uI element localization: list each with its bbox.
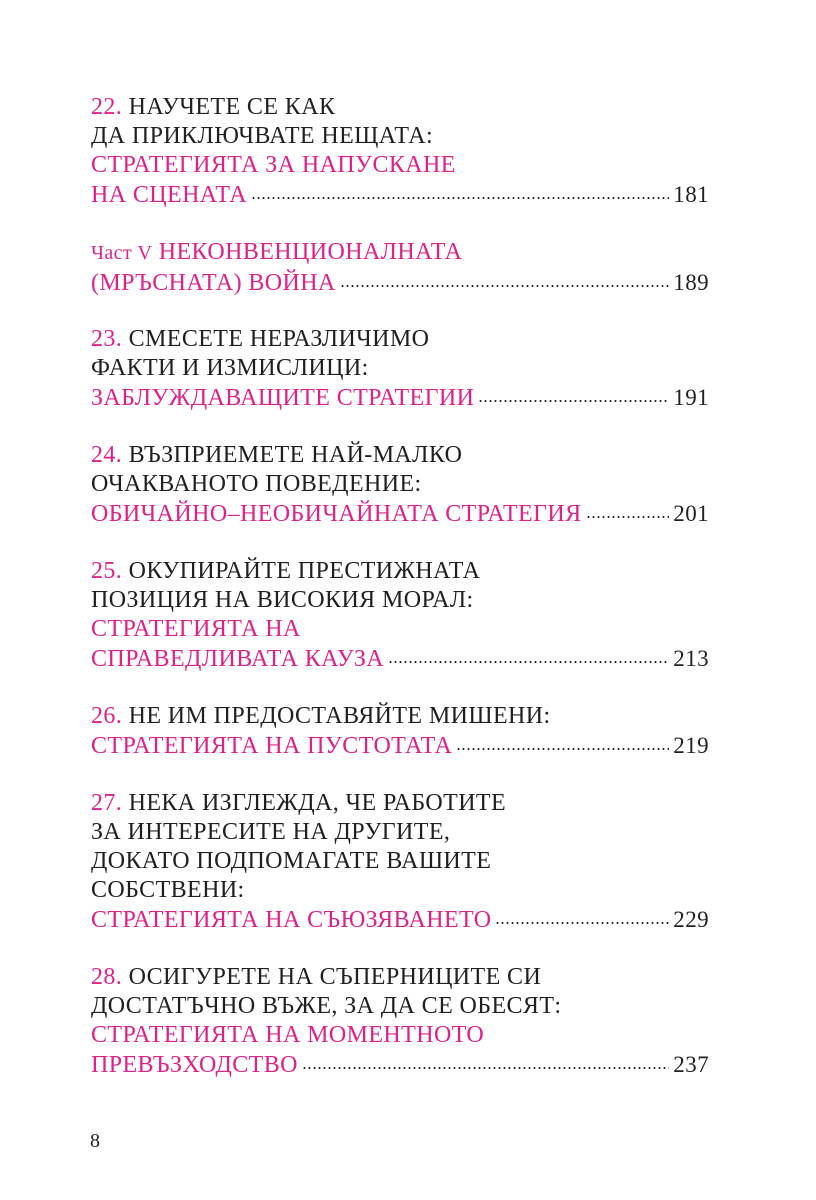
chapter-title-line: ВЪЗПРИЕМЕТЕ НАЙ-МАЛКО bbox=[128, 442, 463, 468]
strategy-title-line: СТРАТЕГИЯТА ЗА НАПУСКАНЕ bbox=[91, 152, 456, 178]
strategy-title-line: СТРАТЕГИЯТА НА ПУСТОТАТА bbox=[91, 733, 453, 759]
dot-leader bbox=[251, 197, 669, 199]
strategy-title-line: НА СЦЕНАТА bbox=[91, 182, 248, 208]
toc-entry-24[interactable] bbox=[91, 441, 709, 529]
chapter-title-line: ОСИГУРЕТЕ НА СЪПЕРНИЦИТЕ СИ bbox=[128, 964, 542, 990]
part-label: Част V bbox=[91, 242, 153, 264]
strategy-title-line: СТРАТЕГИЯТА НА СЪЮЗЯВАНЕТО bbox=[91, 907, 492, 933]
chapter-title-line: ПОЗИЦИЯ НА ВИСОКИЯ МОРАЛ: bbox=[91, 587, 474, 613]
chapter-title-line: СМЕСЕТЕ НЕРАЗЛИЧИМО bbox=[128, 326, 430, 352]
toc-entry-22[interactable] bbox=[91, 93, 709, 210]
chapter-title-line: ДА ПРИКЛЮЧВАТЕ НЕЩАТА: bbox=[91, 123, 434, 149]
toc-entry-27[interactable] bbox=[91, 789, 709, 935]
strategy-title-line: СТРАТЕГИЯТА НА bbox=[91, 616, 301, 642]
dot-leader bbox=[586, 516, 670, 518]
page-ref: 181 bbox=[673, 182, 709, 207]
chapter-number: 28. bbox=[91, 964, 123, 990]
dot-leader bbox=[456, 748, 669, 750]
page-ref: 191 bbox=[673, 385, 709, 410]
strategy-title-line: ЗАБЛУЖДАВАЩИТЕ СТРАТЕГИИ bbox=[91, 385, 475, 411]
chapter-title-line: НЕКА ИЗГЛЕЖДА, ЧЕ РАБОТИТЕ bbox=[128, 790, 507, 816]
page-ref: 219 bbox=[673, 733, 709, 758]
chapter-title-line: ФАКТИ И ИЗМИСЛИЦИ: bbox=[91, 355, 369, 381]
strategy-title-line: ПРЕВЪЗХОДСТВО bbox=[91, 1052, 298, 1078]
chapter-title-line: СОБСТВЕНИ: bbox=[91, 877, 245, 903]
dot-leader bbox=[302, 1067, 669, 1069]
page-ref: 229 bbox=[673, 907, 709, 932]
dot-leader bbox=[495, 922, 669, 924]
page-ref: 201 bbox=[673, 501, 709, 526]
toc-entry-23[interactable] bbox=[91, 325, 709, 413]
page-ref: 213 bbox=[673, 646, 709, 671]
dot-leader bbox=[478, 400, 669, 402]
chapter-number: 26. bbox=[91, 703, 123, 729]
toc-entry-28[interactable] bbox=[91, 963, 709, 1080]
toc-entry-26[interactable] bbox=[91, 702, 709, 761]
chapter-number: 27. bbox=[91, 790, 123, 816]
dot-leader bbox=[388, 661, 669, 663]
chapter-title-line: ДОКАТО ПОДПОМАГАТЕ ВАШИТЕ bbox=[91, 848, 492, 874]
toc-entry-25[interactable] bbox=[91, 557, 709, 674]
chapter-number: 23. bbox=[91, 326, 123, 352]
strategy-title-line: СТРАТЕГИЯТА НА МОМЕНТНОТО bbox=[91, 1022, 485, 1048]
chapter-title-line: ДОСТАТЪЧНО ВЪЖЕ, ЗА ДА СЕ ОБЕСЯТ: bbox=[91, 993, 562, 1019]
chapter-title-line: ЗА ИНТЕРЕСИТЕ НА ДРУГИТЕ, bbox=[91, 819, 451, 845]
part-title-line: (МРЪСНАТА) ВОЙНА bbox=[91, 270, 336, 296]
chapter-number: 24. bbox=[91, 442, 123, 468]
chapter-title-line: НЕ ИМ ПРЕДОСТАВЯЙТЕ МИШЕНИ: bbox=[128, 703, 551, 729]
chapter-title-line: НАУЧЕТЕ СЕ КАК bbox=[128, 94, 336, 120]
strategy-title-line: СПРАВЕДЛИВАТА КАУЗА bbox=[91, 646, 384, 672]
chapter-title-line: ОКУПИРАЙТЕ ПРЕСТИЖНАТА bbox=[128, 558, 481, 584]
toc-part-5[interactable] bbox=[91, 238, 709, 298]
page-ref: 189 bbox=[673, 270, 709, 295]
page-ref: 237 bbox=[673, 1052, 709, 1077]
strategy-title-line: ОБИЧАЙНО–НЕОБИЧАЙНАТА СТРАТЕГИЯ bbox=[91, 501, 582, 527]
dot-leader bbox=[340, 285, 670, 287]
part-title-line: НЕКОНВЕНЦИОНАЛНАТА bbox=[158, 239, 463, 265]
chapter-number: 22. bbox=[91, 94, 123, 120]
page-number: 8 bbox=[90, 1130, 100, 1152]
chapter-number: 25. bbox=[91, 558, 123, 584]
chapter-title-line: ОЧАКВАНОТО ПОВЕДЕНИЕ: bbox=[91, 471, 422, 497]
